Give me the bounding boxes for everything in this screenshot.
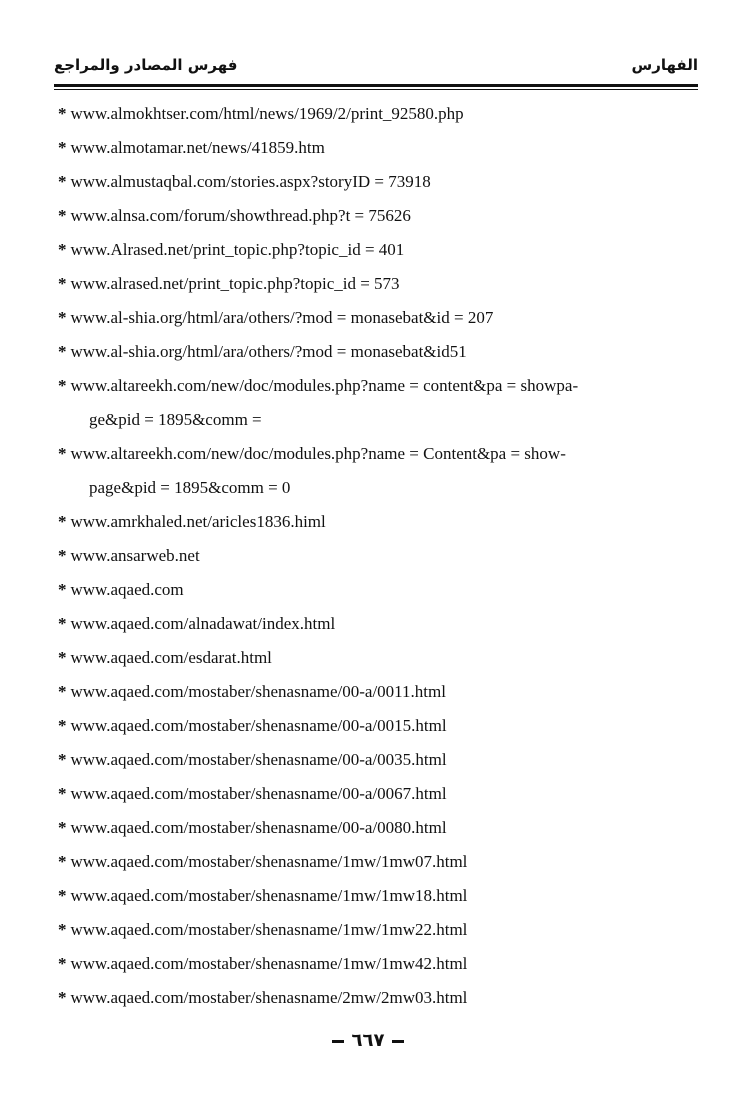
reference-entry — [58, 607, 658, 641]
header-chapter-title: الفهارس — [631, 56, 698, 74]
reference-entry — [58, 675, 658, 709]
reference-entry — [58, 641, 658, 675]
reference-url: www.aqaed.com/mostaber/shenasname/00-a/0080.html — [70, 818, 447, 837]
bullet-marker: * — [58, 852, 67, 871]
reference-entry — [58, 743, 658, 777]
bullet-marker: * — [58, 988, 67, 1007]
bullet-marker: * — [58, 750, 67, 769]
reference-entry — [58, 369, 658, 437]
dash-left — [332, 1040, 344, 1043]
reference-url: www.altareekh.com/new/doc/modules.php?name = content&pa = showpa- — [70, 376, 579, 395]
reference-url: www.aqaed.com/mostaber/shenasname/1mw/1mw42.html — [70, 954, 468, 973]
reference-entry — [58, 233, 658, 267]
reference-url: www.alnsa.com/forum/showthread.php?t = 75626 — [70, 206, 411, 225]
reference-url: www.al-shia.org/html/ara/others/?mod = monasebat&id = 207 — [70, 308, 494, 327]
reference-entry — [58, 981, 658, 1015]
reference-entry — [58, 131, 658, 165]
reference-entry — [58, 573, 658, 607]
bullet-marker: * — [58, 614, 67, 633]
reference-entry — [58, 199, 658, 233]
reference-entry — [58, 335, 658, 369]
running-header — [54, 56, 698, 82]
reference-url: www.aqaed.com — [70, 580, 184, 599]
reference-entry — [58, 437, 658, 505]
reference-entry — [58, 709, 658, 743]
bullet-marker: * — [58, 206, 67, 225]
reference-url: www.aqaed.com/mostaber/shenasname/2mw/2mw03.html — [70, 988, 468, 1007]
reference-url: www.aqaed.com/mostaber/shenasname/1mw/1mw22.html — [70, 920, 468, 939]
reference-url-continuation: ge&pid = 1895&comm = — [89, 410, 262, 429]
reference-entry — [58, 777, 658, 811]
bullet-marker: * — [58, 308, 67, 327]
bullet-marker: * — [58, 376, 67, 395]
reference-url: www.alrased.net/print_topic.php?topic_id = 573 — [70, 274, 400, 293]
reference-url-continuation: page&pid = 1895&comm = 0 — [89, 478, 291, 497]
bullet-marker: * — [58, 648, 67, 667]
bullet-marker: * — [58, 954, 67, 973]
reference-entry — [58, 913, 658, 947]
bullet-marker: * — [58, 716, 67, 735]
bullet-marker: * — [58, 240, 67, 259]
reference-url: www.al-shia.org/html/ara/others/?mod = monasebat&id51 — [70, 342, 467, 361]
bullet-marker: * — [58, 274, 67, 293]
reference-url: www.aqaed.com/mostaber/shenasname/00-a/0015.html — [70, 716, 447, 735]
reference-entry — [58, 505, 658, 539]
bullet-marker: * — [58, 512, 67, 531]
bullet-marker: * — [58, 138, 67, 157]
reference-url: www.Alrased.net/print_topic.php?topic_id = 401 — [70, 240, 405, 259]
page-footer — [0, 1030, 736, 1051]
reference-url: www.aqaed.com/mostaber/shenasname/00-a/0011.html — [70, 682, 446, 701]
header-rule-thin — [54, 89, 698, 90]
reference-entry — [58, 301, 658, 335]
reference-url: www.aqaed.com/mostaber/shenasname/1mw/1mw07.html — [70, 852, 468, 871]
bullet-marker: * — [58, 580, 67, 599]
reference-url: www.almokhtser.com/html/news/1969/2/print_92580.php — [70, 104, 464, 123]
bullet-marker: * — [58, 886, 67, 905]
reference-url: www.aqaed.com/mostaber/shenasname/1mw/1mw18.html — [70, 886, 468, 905]
reference-entry — [58, 811, 658, 845]
bullet-marker: * — [58, 444, 67, 463]
bullet-marker: * — [58, 920, 67, 939]
reference-entry — [58, 947, 658, 981]
reference-entry — [58, 165, 658, 199]
reference-url: www.aqaed.com/alnadawat/index.html — [70, 614, 336, 633]
bullet-marker: * — [58, 682, 67, 701]
reference-url: www.aqaed.com/mostaber/shenasname/00-a/0035.html — [70, 750, 447, 769]
reference-url: www.altareekh.com/new/doc/modules.php?name = Content&pa = show- — [70, 444, 566, 463]
bullet-marker: * — [58, 342, 67, 361]
header-section-title: فهرس المصادر والمراجع — [54, 56, 238, 74]
header-rule-thick — [54, 84, 698, 87]
bullet-marker: * — [58, 784, 67, 803]
reference-url: www.aqaed.com/esdarat.html — [70, 648, 272, 667]
reference-url: www.amrkhaled.net/aricles1836.himl — [70, 512, 326, 531]
reference-url: www.almustaqbal.com/stories.aspx?storyID = 73918 — [70, 172, 431, 191]
reference-entry — [58, 539, 658, 573]
reference-url: www.almotamar.net/news/41859.htm — [70, 138, 325, 157]
reference-entry — [58, 267, 658, 301]
reference-entry — [58, 845, 658, 879]
bullet-marker: * — [58, 818, 67, 837]
page-number: ٦٦٧ — [351, 1030, 385, 1051]
dash-right — [392, 1040, 404, 1043]
reference-url: www.ansarweb.net — [70, 546, 200, 565]
reference-url: www.aqaed.com/mostaber/shenasname/00-a/0067.html — [70, 784, 447, 803]
bullet-marker: * — [58, 172, 67, 191]
reference-entry — [58, 97, 658, 131]
bullet-marker: * — [58, 104, 67, 123]
bullet-marker: * — [58, 546, 67, 565]
reference-entry — [58, 879, 658, 913]
